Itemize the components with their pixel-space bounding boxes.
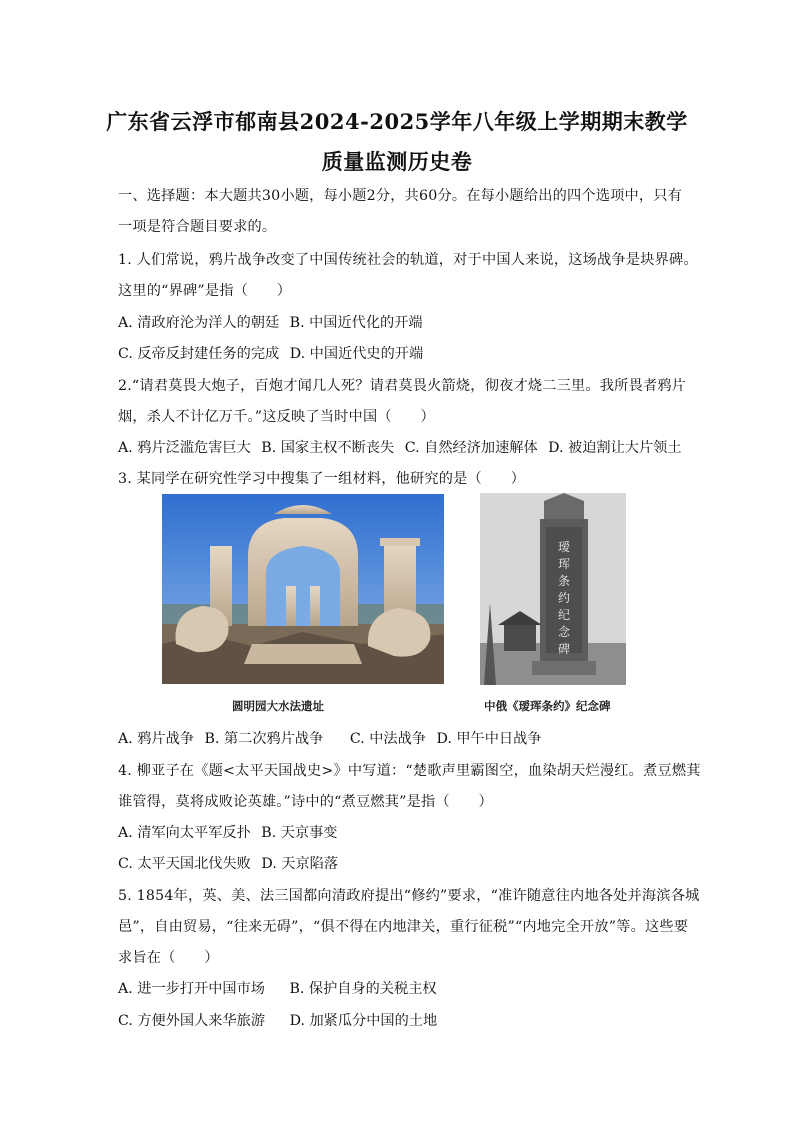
- q4-options-row1: [118, 822, 338, 842]
- q4-option-c: C. 太平天国北伐失败: [118, 856, 251, 872]
- q2-options-row: [118, 437, 682, 457]
- yuanmingyuan-ruins-photo: [162, 494, 444, 684]
- q1-stem-line1: 1. 人们常说，鸦片战争改变了中国传统社会的轨道，对于中国人来说，这场战争是块界碑。: [118, 252, 698, 268]
- q1-option-d: D. 中国近代史的开端: [289, 346, 424, 362]
- q5-option-a: A. 进一步打开中国市场: [118, 981, 265, 997]
- q3-option-c: C. 中法战争: [349, 731, 426, 747]
- q4-stem-line2: 谁管得，莫将成败论英雄。”诗中的“煮豆燃萁”是指（ ）: [118, 794, 493, 810]
- q2-stem-line1: 2.“请君莫畏大炮子，百炮才闻几人死？请君莫畏火箭烧，彻夜才烧二三里。我所畏者鸦片: [118, 378, 687, 394]
- q5-option-c: C. 方便外国人来华旅游: [118, 1013, 266, 1029]
- q5-option-b: B. 保护自身的关税主权: [289, 981, 437, 997]
- q5-option-d: D. 加紧瓜分中国的土地: [289, 1013, 438, 1029]
- q5-options-row2: [118, 1010, 437, 1030]
- q4-options-row2: [118, 853, 338, 873]
- q5-stem-line3: 求旨在（ ）: [118, 950, 219, 966]
- exam-title-line1: 广东省云浮市郁南县2024-2025学年八年级上学期期末教学: [106, 109, 688, 134]
- q4-option-d: D. 天京陷落: [261, 856, 339, 872]
- q1-option-c: C. 反帝反封建任务的完成: [118, 346, 280, 362]
- q5-stem-line2: 邑”，自由贸易，“往来无碍”，“俱不得在内地津关，重行征税”“内地完全开放”等。这些要: [118, 919, 689, 935]
- section-instructions-line1: 一、选择题：本大题共30小题，每小题2分，共60分。在每小题给出的四个选项中，只有: [118, 188, 683, 204]
- q5-options-row1: [118, 978, 437, 998]
- exam-title-line2: 质量监测历史卷: [321, 149, 473, 174]
- section-instructions-line2: 一项是符合题目要求的。: [118, 219, 277, 235]
- q1-stem-line2: 这里的“界碑”是指（ ）: [118, 283, 292, 299]
- stele-inscription: 瑷珲条约纪念碑: [557, 540, 571, 656]
- q3-option-d: D. 甲午中日战争: [436, 731, 542, 747]
- q1-options-row2: [118, 343, 423, 363]
- q4-option-a: A. 清军向太平军反扑: [118, 825, 251, 841]
- q1-option-a: A. 清政府沦为洋人的朝廷: [118, 315, 280, 331]
- q3-options-row: [118, 728, 541, 748]
- q3-option-a: A. 鸦片战争: [118, 731, 195, 747]
- caption-yuanmingyuan: 圆明园大水法遗址: [232, 699, 324, 713]
- aigun-treaty-monument-photo: [480, 493, 626, 685]
- q2-option-c: C. 自然经济加速解体: [404, 440, 538, 456]
- q3-stem-line1: 3. 某同学在研究性学习中搜集了一组材料，他研究的是（ ）: [118, 471, 526, 487]
- q2-option-a: A. 鸦片泛滥危害巨大: [118, 440, 251, 456]
- q4-stem-line1: 4. 柳亚子在《题<太平天国战史>》中写道：“楚歌声里霸图空，血染胡天烂漫红。煮豆燃萁: [118, 763, 701, 779]
- q1-options-row1: [118, 312, 423, 332]
- q2-stem-line2: 烟，杀人不计亿万千。”这反映了当时中国（ ）: [118, 409, 435, 425]
- q2-option-d: D. 被迫割让大片领土: [548, 440, 682, 456]
- q5-stem-line1: 5. 1854年，英、美、法三国都向清政府提出“修约”要求，“准许随意往内地各处并海滨各城: [118, 888, 700, 904]
- caption-aigun-monument: 中俄《瑷珲条约》纪念碑: [484, 699, 611, 713]
- q2-option-b: B. 国家主权不断丧失: [261, 440, 395, 456]
- q4-option-b: B. 天京事变: [261, 825, 338, 841]
- q1-option-b: B. 中国近代化的开端: [289, 315, 423, 331]
- q3-option-b: B. 第二次鸦片战争: [204, 731, 324, 747]
